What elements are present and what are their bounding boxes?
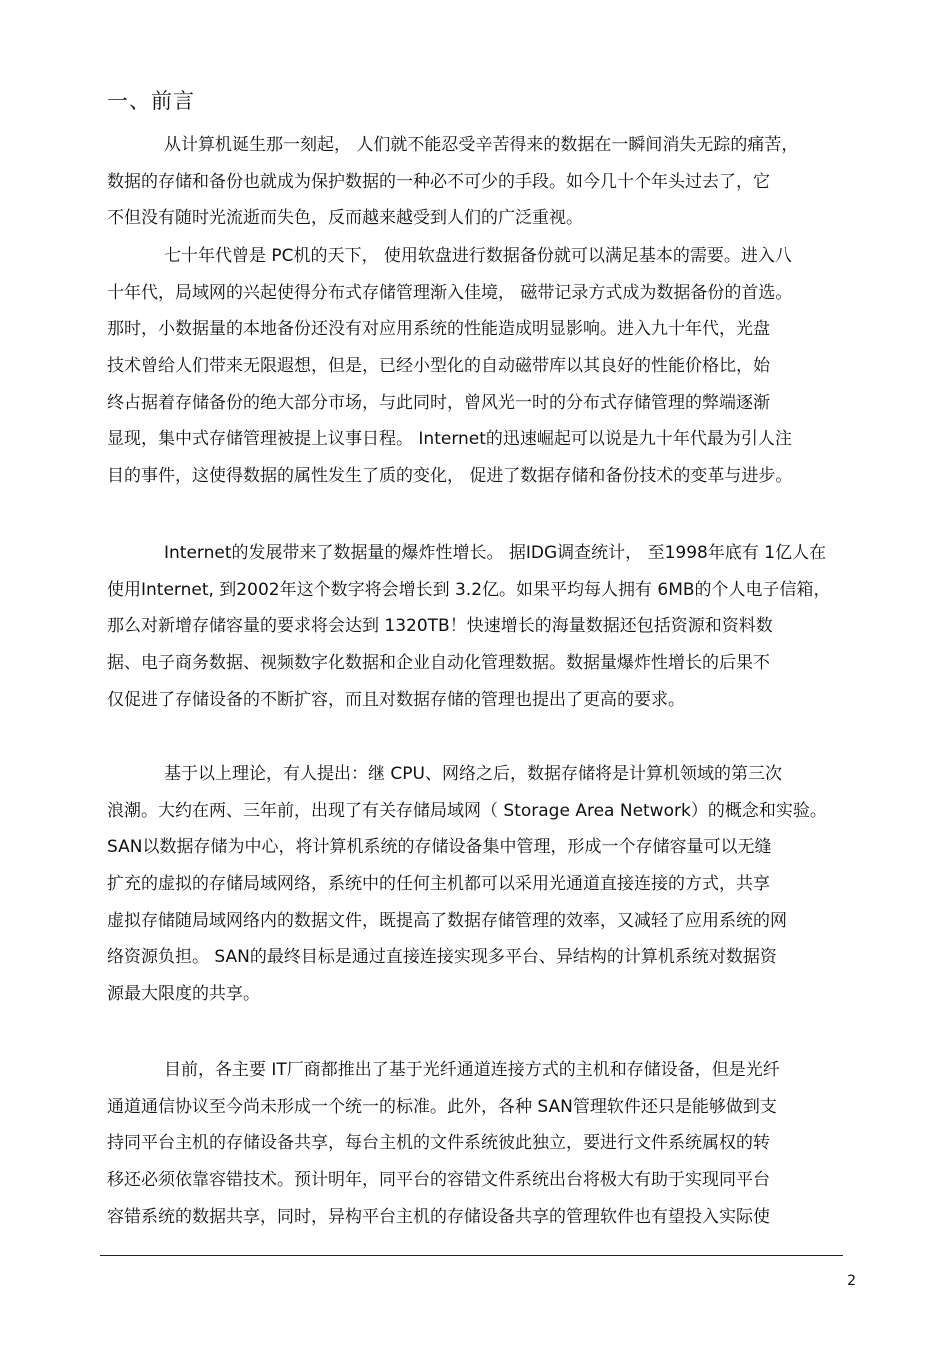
section-heading: 一、前言 <box>107 89 195 113</box>
paragraph-line: 目前，各主要 IT厂商都推出了基于光纤通道连接方式的主机和存储设备，但是光纤 <box>164 1060 780 1080</box>
paragraph-line: 七十年代曾是 PC机的天下， 使用软盘进行数据备份就可以满足基本的需要。进入八 <box>164 246 792 266</box>
paragraph-line: 目的事件，这使得数据的属性发生了质的变化， 促进了数据存储和备份技术的变革与进步。 <box>107 466 793 487</box>
footer-divider <box>100 1255 843 1256</box>
page-number: 2 <box>847 1273 856 1289</box>
paragraph-line: 虚拟存储随局域网络内的数据文件，既提高了数据存储管理的效率，又减轻了应用系统的网 <box>107 910 787 931</box>
paragraph-line: 络资源负担。 SAN的最终目标是通过直接连接实现多平台、异结构的计算机系统对数据资 <box>107 947 777 968</box>
paragraph-line: 那么对新增存储容量的要求将会达到 1320TB！快速增长的海量数据还包括资源和资料数 <box>107 616 773 637</box>
paragraph-line: 仅促进了存储设备的不断扩容，而且对数据存储的管理也提出了更高的要求。 <box>107 689 685 710</box>
paragraph-line: 持同平台主机的存储设备共享，每台主机的文件系统彼此独立，要进行文件系统属权的转 <box>107 1133 770 1154</box>
paragraph-line: 显现，集中式存储管理被提上议事日程。 Internet的迅速崛起可以说是九十年代最为引人注 <box>107 429 792 450</box>
paragraph-line: 源最大限度的共享。 <box>107 984 260 1005</box>
paragraph-line: 移还必须依靠容错技术。预计明年，同平台的容错文件系统出台将极大有助于实现同平台 <box>107 1170 770 1191</box>
paragraph-line: 使用Internet, 到2002年这个数字将会增长到 3.2亿。如果平均每人拥有 6MB的个人电子信箱， <box>107 579 831 600</box>
paragraph-5 <box>107 1052 867 1235</box>
paragraph-line: 扩充的虚拟的存储局域网络，系统中的任何主机都可以采用光通道直接连接的方式，共享 <box>107 874 770 895</box>
paragraph-line: 数据的存储和备份也就成为保护数据的一种必不可少的手段。如今几十个年头过去了，它 <box>107 171 770 192</box>
paragraph-line: 技术曾给人们带来无限遐想，但是，已经小型化的自动磁带库以其良好的性能价格比，始 <box>107 356 770 377</box>
paragraph-line: 容错系统的数据共享，同时，异构平台主机的存储设备共享的管理软件也有望投入实际使 <box>107 1206 770 1227</box>
paragraph-line: 据、电子商务数据、视频数字化数据和企业自动化管理数据。数据量爆炸性增长的后果不 <box>107 653 770 674</box>
paragraph-2 <box>107 238 867 495</box>
paragraph-line: 终占据着存储备份的绝大部分市场，与此同时，曾风光一时的分布式存储管理的弊端逐渐 <box>107 392 770 413</box>
paragraph-line: 通道通信协议至今尚未形成一个统一的标准。此外，各种 SAN管理软件还只是能够做到支 <box>107 1096 777 1117</box>
paragraph-line: 从计算机诞生那一刻起， 人们就不能忍受辛苦得来的数据在一瞬间消失无踪的痛苦， <box>164 135 799 155</box>
paragraph-line: SAN以数据存储为中心，将计算机系统的存储设备集中管理，形成一个存储容量可以无缝 <box>107 837 772 858</box>
paragraph-3 <box>107 535 867 718</box>
paragraph-line: Internet的发展带来了数据量的爆炸性增长。 据IDG调查统计， 至1998年底有 1亿人在 <box>164 543 827 563</box>
paragraph-line: 浪潮。大约在两、三年前，出现了有关存储局域网（ Storage Area Network）的概念和实验。 <box>107 800 827 821</box>
paragraph-line: 那时，小数据量的本地备份还没有对应用系统的性能造成明显影响。进入九十年代，光盘 <box>107 319 770 340</box>
paragraph-line: 不但没有随时光流逝而失色，反而越来越受到人们的广泛重视。 <box>107 208 583 229</box>
paragraph-4 <box>107 756 867 1013</box>
paragraph-1 <box>107 127 867 237</box>
paragraph-line: 基于以上理论，有人提出：继 CPU、网络之后，数据存储将是计算机领域的第三次 <box>164 764 782 784</box>
paragraph-line: 十年代，局域网的兴起使得分布式存储管理渐入佳境， 磁带记录方式成为数据备份的首选。 <box>107 282 793 303</box>
